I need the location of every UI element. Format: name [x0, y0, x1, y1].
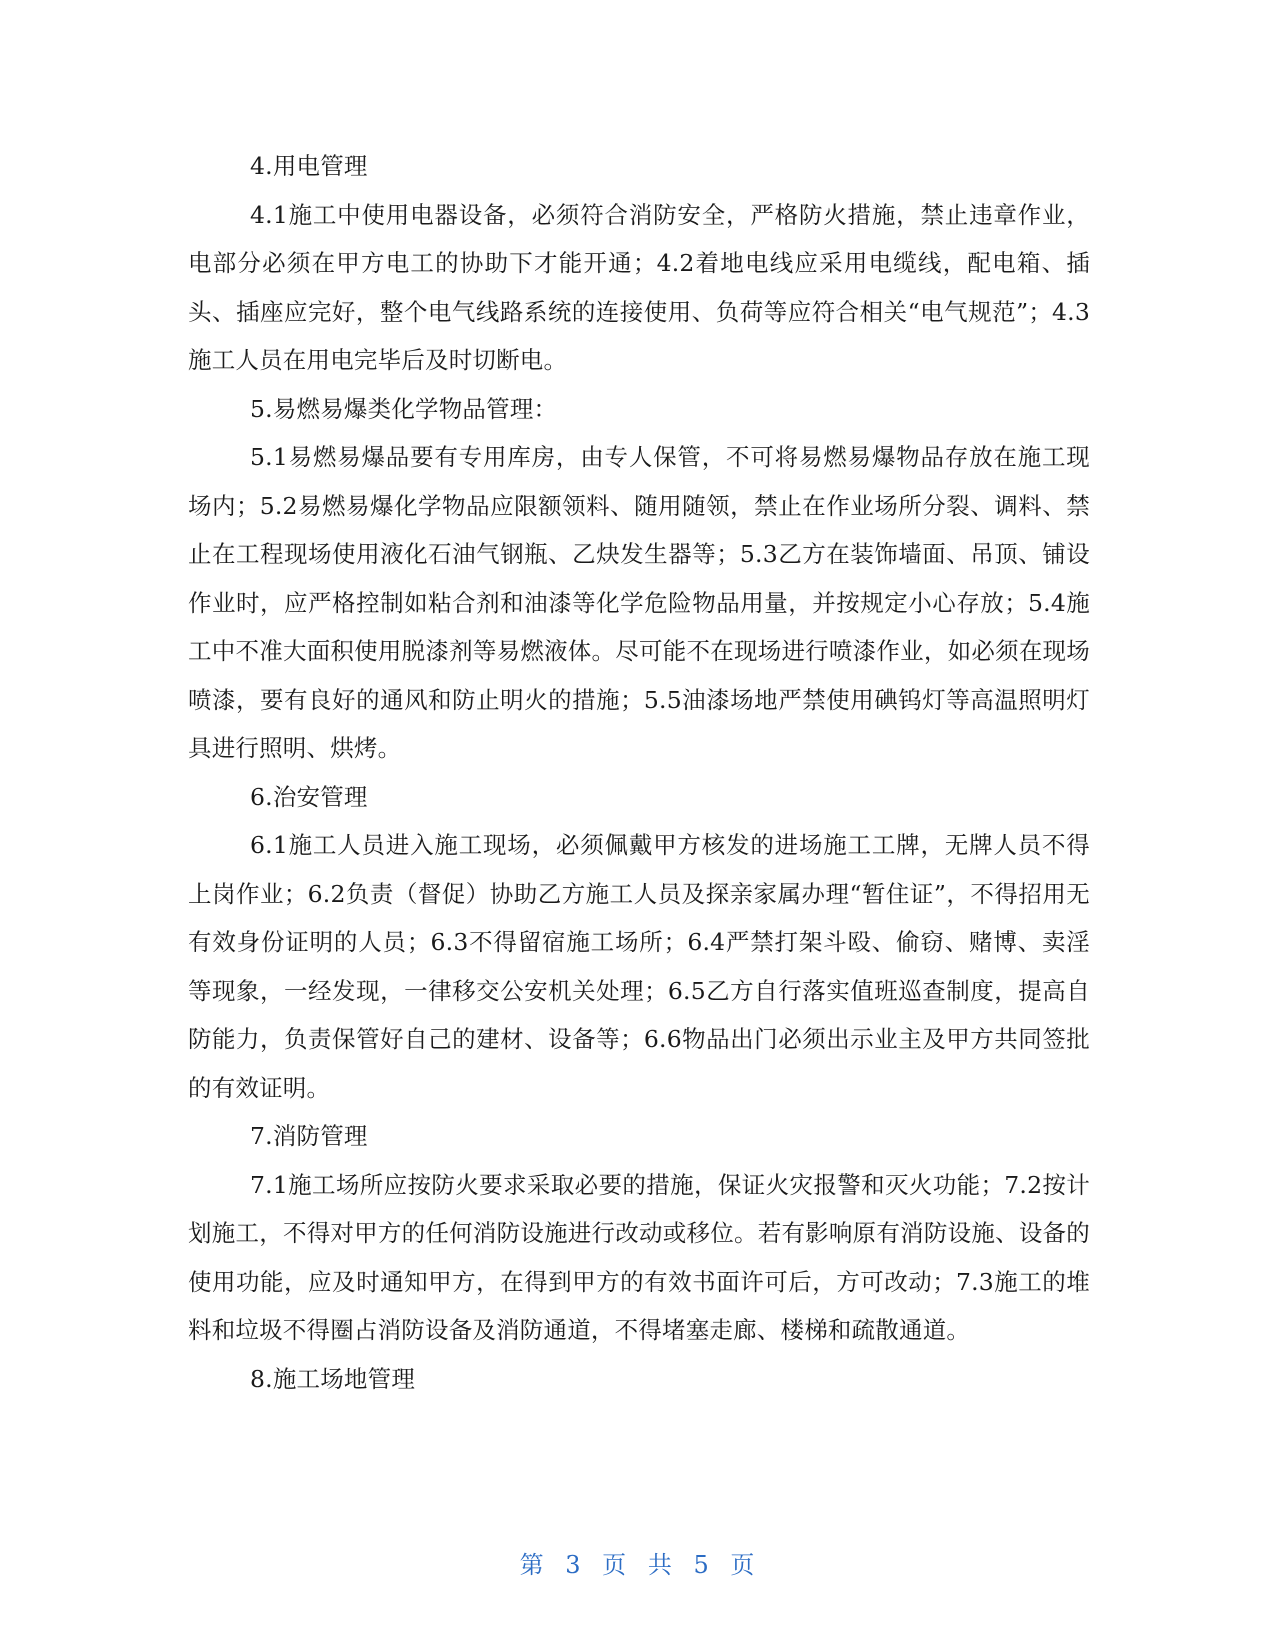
section-heading-chemicals: 5.易燃易爆类化学物品管理：	[250, 394, 558, 423]
section-body-power: 4.1施工中使用电器设备，必须符合消防安全，严格防火措施，禁止违章作业，电部分必须在甲方电工的协助下才能开通；4.2着地电线应采用电缆线，配电箱、插头、插座应完好，整个电气线路系统的连接使用、负荷等应符合相关“电气规范”；4.3施工人员在用电完毕后及时切断电。	[188, 200, 1090, 374]
footer-total-pages: 5	[693, 1551, 710, 1579]
footer-total-prefix: 共	[647, 1551, 673, 1579]
section-heading-security: 6.治安管理	[250, 782, 368, 811]
section-body-fire: 7.1施工场所应按防火要求采取必要的措施，保证火灾报警和灭火功能；7.2按计划施工，不得对甲方的任何消防设施进行改动或移位。若有影响原有消防设施、设备的使用功能，应及时通知甲方，在得到甲方的有效书面许可后，方可改动；7.3施工的堆料和垃圾不得圈占消防设备及消防通道，不得堵塞走廊、楼梯和疏散通道。	[188, 1170, 1090, 1344]
section-body-chemicals: 5.1易燃易爆品要有专用库房，由专人保管，不可将易燃易爆物品存放在施工现场内；5.2易燃易爆化学物品应限额领料、随用随领，禁止在作业场所分裂、调料、禁止在工程现场使用液化石油气钢瓶、乙炔发生器等；5.3乙方在装饰墙面、吊顶、铺设作业时，应严格控制如粘合剂和油漆等化学危险物品用量，并按规定小心存放；5.4施工中不准大面积使用脱漆剂等易燃液体。尽可能不在现场进行喷漆作业，如必须在现场喷漆，要有良好的通风和防止明火的措施；5.5油漆场地严禁使用碘钨灯等高温照明灯具进行照明、烘烤。	[188, 443, 1090, 762]
document-body	[188, 142, 1090, 1403]
section-heading-fire: 7.消防管理	[250, 1122, 368, 1150]
section-heading-site: 8.施工场地管理	[250, 1364, 416, 1393]
section-heading-power: 4.用电管理	[250, 152, 368, 180]
footer-current-page: 3	[565, 1551, 582, 1579]
section-body-security: 6.1施工人员进入施工现场，必须佩戴甲方核发的进场施工工牌，无牌人员不得上岗作业；6.2负责（督促）协助乙方施工人员及探亲家属办理“暂住证”，不得招用无有效身份证明的人员；6.3不得留宿施工场所；6.4严禁打架斗殴、偷窃、赌博、卖淫等现象，一经发现，一律移交公安机关处理；6.5乙方自行落实值班巡查制度，提高自防能力，负责保管好自己的建材、设备等；6.6物品出门必须出示业主及甲方共同签批的有效证明。	[188, 831, 1090, 1102]
page-number-footer	[0, 1545, 1275, 1580]
footer-page-prefix: 第	[519, 1551, 545, 1579]
footer-page-word: 页	[602, 1551, 628, 1579]
footer-total-suffix: 页	[730, 1551, 756, 1579]
